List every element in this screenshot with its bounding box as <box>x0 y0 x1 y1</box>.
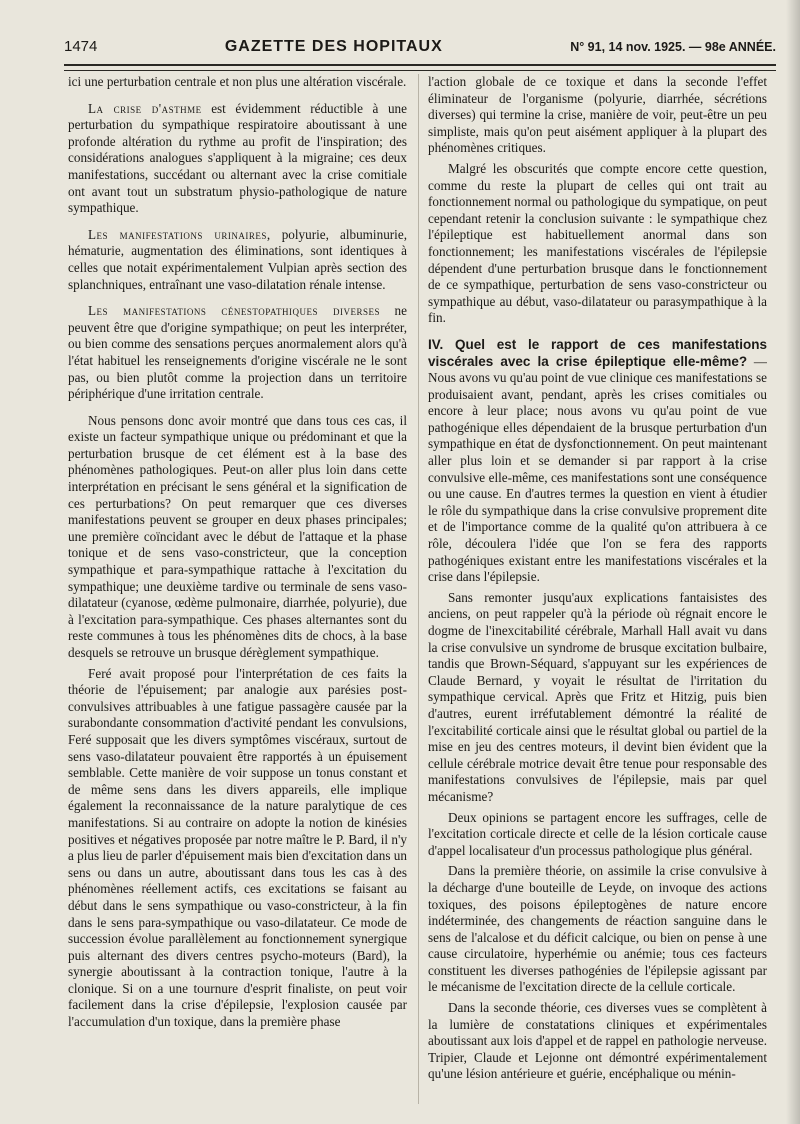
page-edge-shadow <box>786 0 800 1124</box>
paragraph: Nous pensons donc avoir montré que dans tous ces cas, il existe un facteur sympathique unique ou prédominant et que la perturbation brusque de cet élément est à la base des phénomènes pathologiques. Peut-on aller plus loin dans cette interprétation en précisant le sens général et la signification de ces perturbations? On peut remarquer que ces diverses manifestations peuvent se grouper en deux phases principales; une première coïncidant avec le début de l'attaque et la phase tonique et de sens vaso-constricteur, que la conception sympathique et para-sympathique rattache à l'excitation du sympathique; une deuxième tardive ou terminale de sens vaso-dilatateur (cyanose, œdème pulmonaire, diarrhée, polyurie), due à l'excitation para-sympathique. Ces phases alternantes sont du reste communes à tous les phénomènes dits de chocs, à la base desquels se retrouve un brusque dérèglement sympathique. <box>68 412 407 660</box>
paragraph-lead: Les manifestations cénestopathiques diverses <box>88 303 380 319</box>
paragraph: Dans la première théorie, on assimile la crise convulsive à la décharge d'une bouteille de Leyde, on invoque des actions toxiques, des poisons épileptogènes de nature encore indéterminée, des changements de réaction sanguine dans le sens de l'alcalose et du déficit calcique, ou bien on pense à une cause circulatoire, hyperhémie ou anémie; tous ces facteurs constituent les diverses pathogénies de l'épilepsie agissant par le mécanisme de l'excitation directe de la cellule corticale. <box>428 863 767 995</box>
right-column <box>428 74 767 1114</box>
paragraph-text: polyurie, albuminurie, hématurie, augmentation des éliminations, sont identiques à celles que notait expérimentalement Vulpian après section des splanchniques, entraînant une vaso-dilatation rénale intense. <box>68 226 407 292</box>
paragraph-lead: Les manifestations urinaires, <box>88 226 271 242</box>
paragraph: Sans remonter jusqu'aux explications fantaisistes des anciens, on peut rappeler qu'à la période où régnait encore le dogme de l'inexcitabilité cérébrale, Marhall Hall avait vu dans la crise convulsive un syndrome de brusque excitation bulbaire, tandis que Brown-Séquard, s'appuyant sur les expériences de Claude Bernard, y voyait le résultat de l'irritation du sympathique cervical. Après que Fritz et Hitzig, puis bien d'autres, eurent irréfutablement démontré la réalité de l'excitabilité corticale ainsi que le résultat global ou partiel de la mise en jeu des centres moteurs, il devint bien évident que la cellule cérébrale motrice devait être tenue pour responsable des manifestations convulsives de l'épilepsie, mais par quel mécanisme? <box>428 589 767 804</box>
paragraph-cenestopathic <box>68 303 407 403</box>
paragraph: Deux opinions se partagent encore les suffrages, celle de l'excitation corticale directe et celle de la lésion corticale cause d'appel localisateur d'un processus pathologique plus général. <box>428 809 767 858</box>
paragraph: Malgré les obscurités que compte encore cette question, comme du reste la plupart de celles qui ont trait au fonctionnement normal ou pathologique du sympatique, on peut cependant retenir la conclusion suivante : le sympathique chez l'épileptique est habituellement anormal dans son fonctionnement; les manifestations viscérales de l'épilepsie dépendent d'une perturbation brusque dans le fonctionnement de ce sympathique, perturbation de sens vaso-constricteur ou sympathique au début, vaso-dilatateur ou parasympathique à la fin. <box>428 160 767 326</box>
paragraph-lead: La crise d'asthme <box>88 100 202 116</box>
column-divider <box>418 74 419 1104</box>
paragraph: Feré avait proposé pour l'interprétation de ces faits la théorie de l'épuisement; par analogie aux parésies post-convulsives attribuables à une fatigue passagère causée par la surabondante consommation d'activité pendant les convulsions, Feré supposait que les divers symptômes viscéraux, surtout de sens vaso-dilatateur pouvaient être rapportés à un épuisement semblable. Cette manière de voir suppose un tonus constant et de même sens dans les divers appareils, elle implique également la reconnaissance de la nature paralytique de ces manifestations. Si au contraire on adopte la notion de kinésies positives et négatives proposée par notre maître le P. Bard, il n'y a plus lieu de parler d'épuisement mais bien d'excitation dans un sens ou dans un autre, aboutissant dans tous les cas à des phénomènes réellement actifs, ces excitations se faisant au début dans le sens sympathique ou vaso-constricteur, à la fin dans le sens para-sympathique ou vaso-dilatateur. Ce mode de succession évolue parallèlement au fonctionnement synergique puis alternant des divers centres psycho-moteurs (Bard), la synergie aboutissant à la contraction tonique, l'autre à la clonique. Si on a une tournure d'esprit finaliste, on peut voir facilement dans la crise d'épilepsie, l'explosion causée par l'accumulation d'un toxique, dans la première phase <box>68 665 407 1030</box>
page-header <box>64 38 776 62</box>
issue-info: N° 91, 14 nov. 1925. — 98e ANNÉE. <box>570 40 776 54</box>
paragraph: ici une perturbation centrale et non plus une altération viscérale. <box>68 74 407 89</box>
left-column <box>68 74 407 1114</box>
header-rule <box>64 64 776 71</box>
paragraph-text: ne peuvent être que d'origine sympathique; on peut les interpréter, ou bien comme des sensations perçues anormalement alors qu'à l'état habituel les renseignements d'origine viscérale ne le sont pas, ou bien plutôt comme la projection dans un territoire périphérique d'une irritation centrale. <box>68 303 407 402</box>
paragraph-urinary <box>68 227 407 293</box>
paragraph: l'action globale de ce toxique et dans la seconde l'effet éliminateur de l'organisme (polyurie, diarrhée, sécrétions diverses) qui termine la crise, manière de voir, peut-être un peu simpliste, mais qu'on peut aisément appliquer à la plupart des phénomènes critiques. <box>428 74 767 156</box>
section-heading: IV. Quel est le rapport de ces manifestations viscérales avec la crise épileptique elle-même? <box>428 336 767 369</box>
page-number: 1474 <box>64 38 98 55</box>
paragraph: Dans la seconde théorie, ces diverses vues se complètent à la lumière de constatations cliniques et expérimentales aboutissant aux lois d'appel et de rappel en pathologie nerveuse. Tripier, Claude et Lejonne ont démontré expérimentalement qu'une lésion antérieure et guérie, encéphalique ou ménin- <box>428 1000 767 1082</box>
paragraph-text: — Nous avons vu qu'au point de vue clinique ces manifestations se produisaient avant, pendant, après les crises comitiales ou encore à leur place; nous avons vu qu'au point de vue pathogénique elles dépendaient de la brusque perturbation d'un sympathique en état de dysfonctionnement. On peut maintenant aller plus loin et se demander si par rapport à la crise convulsive elle-même, ces manifestations sont une conséquence ou une cause. En d'autres termes la question en vient à étudier le rôle du sympathique dans la crise convulsive proprement dite et de l'importance comme de la qualité qu'on attribuera à ce rôle, découlera l'idée que l'on se fera des rapports pathogéniques existant entre les manifestations viscérales et la crise dans l'épilepsie. <box>428 353 767 585</box>
paragraph-asthma <box>68 101 407 217</box>
paragraph-text: est évidemment réductible à une perturbation du sympathique respiratoire aboutissant à une profonde altération du rythme au profit de l'inspiration; des considérations analogues s'appliquent à la migraine; ces deux manifestations, succédant ou alternant avec la crise comitiale ont avant tout un substratum physio-pathologique de nature sympathique. <box>68 100 407 216</box>
journal-title: GAZETTE DES HOPITAUX <box>224 38 443 55</box>
